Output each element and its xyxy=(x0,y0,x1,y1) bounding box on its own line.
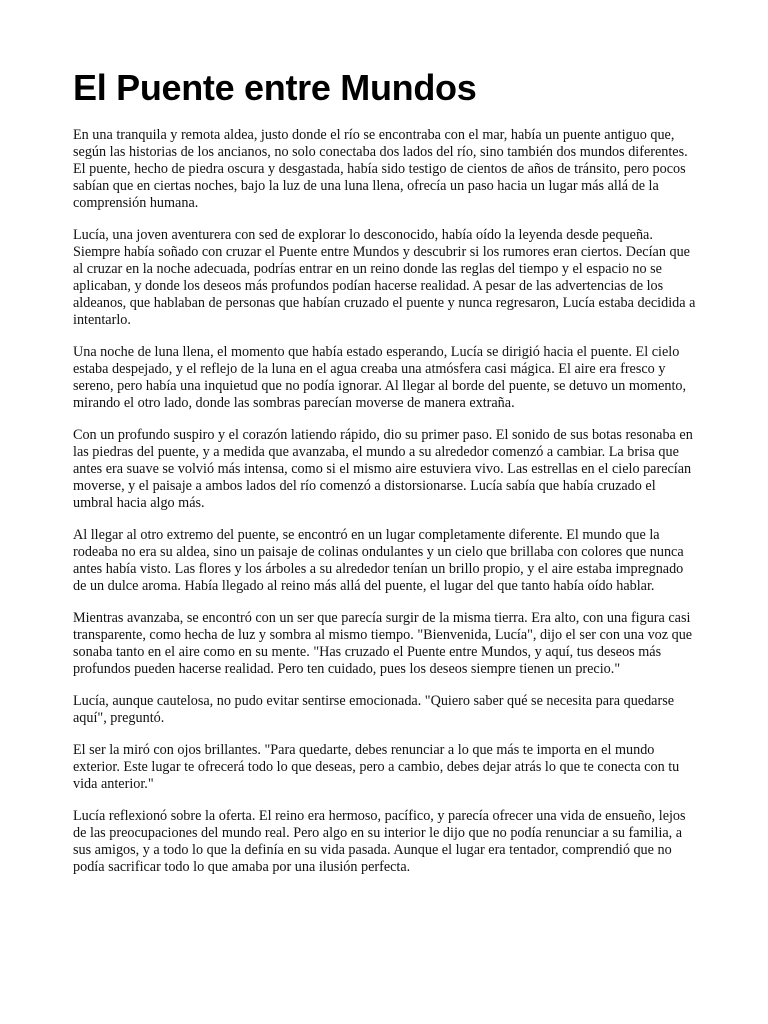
paragraph-6: Mientras avanzaba, se encontró con un ser que parecía surgir de la misma tierra. Era alto, con una figura casi transparente, como hecha de luz y sombra al mismo tiempo. "Bienvenida, Lucía", dijo el ser con una voz que sonaba tanto en el aire como en su mente. "Has cruzado el Puente entre Mundos, y aquí, tus deseos más profundos pueden hacerse realidad. Pero ten cuidado, pues los deseos siempre tienen un precio." xyxy=(73,610,693,677)
paragraph-3: Una noche de luna llena, el momento que había estado esperando, Lucía se dirigió hacia el puente. El cielo estaba despejado, y el reflejo de la luna en el agua creaba una atmósfera casi mágica. El aire era fresco y sereno, pero había una inquietud que no podía ignorar. Al llegar al borde del puente, se detuvo un momento, mirando el otro lado, donde las sombras parecían moverse de manera extraña. xyxy=(73,344,687,411)
paragraph-8: El ser la miró con ojos brillantes. "Para quedarte, debes renunciar a lo que más te importa en el mundo exterior. Este lugar te ofrecerá todo lo que deseas, pero a cambio, debes dejar atrás lo que te conecta con tu vida anterior." xyxy=(73,742,680,792)
paragraph-2: Lucía, una joven aventurera con sed de explorar lo desconocido, había oído la leyenda desde pequeña. Siempre había soñado con cruzar el Puente entre Mundos y descubrir si los rumores eran ciertos. Decían que al cruzar en la noche adecuada, podrías entrar en un reino donde las reglas del tiempo y el espacio no se aplicaban, y donde los deseos más profundos podían hacerse realidad. A pesar de las advertencias de los aldeanos, que hablaban de personas que habían cruzado el puente y nunca regresaron, Lucía estaba decidida a intentarlo. xyxy=(73,227,696,328)
paragraph-4: Con un profundo suspiro y el corazón latiendo rápido, dio su primer paso. El sonido de sus botas resonaba en las piedras del puente, y a medida que avanzaba, el mundo a su alrededor comenzó a cambiar. La brisa que antes era suave se volvió más intensa, como si el mismo aire estuviera vivo. Las estrellas en el cielo parecían moverse, y el paisaje a ambos lados del río comenzó a distorsionarse. Lucía sabía que había cruzado el umbral hacia algo más. xyxy=(73,427,693,511)
paragraph-5: Al llegar al otro extremo del puente, se encontró en un lugar completamente diferente. El mundo que la rodeaba no era su aldea, sino un paisaje de colinas ondulantes y un cielo que brillaba con colores que nunca antes había visto. Las flores y los árboles a su alrededor tenían un brillo propio, y el aire estaba impregnado de un dulce aroma. Había llegado al reino más allá del puente, el lugar del que tanto había oído hablar. xyxy=(73,527,684,594)
document-title: El Puente entre Mundos xyxy=(73,67,477,108)
document-page xyxy=(73,66,697,891)
paragraph-7: Lucía, aunque cautelosa, no pudo evitar sentirse emocionada. "Quiero saber qué se necesita para quedarse aquí", preguntó. xyxy=(73,693,675,726)
paragraph-9: Lucía reflexionó sobre la oferta. El reino era hermoso, pacífico, y parecía ofrecer una vida de ensueño, lejos de las preocupaciones del mundo real. Pero algo en su interior le dijo que no podía renunciar a su familia, a sus amigos, y a todo lo que la definía en su vida pasada. Aunque el lugar era tentador, comprendió que no podía sacrificar todo lo que amaba por una ilusión perfecta. xyxy=(73,808,686,875)
paragraph-1: En una tranquila y remota aldea, justo donde el río se encontraba con el mar, había un puente antiguo que, según las historias de los ancianos, no solo conectaba dos lados del río, sino también dos mundos diferentes. El puente, hecho de piedra oscura y desgastada, había sido testigo de cientos de años de tránsito, pero pocos sabían que en ciertas noches, bajo la luz de una luna llena, ofrecía un paso hacia un lugar más allá de la comprensión humana. xyxy=(73,127,688,211)
